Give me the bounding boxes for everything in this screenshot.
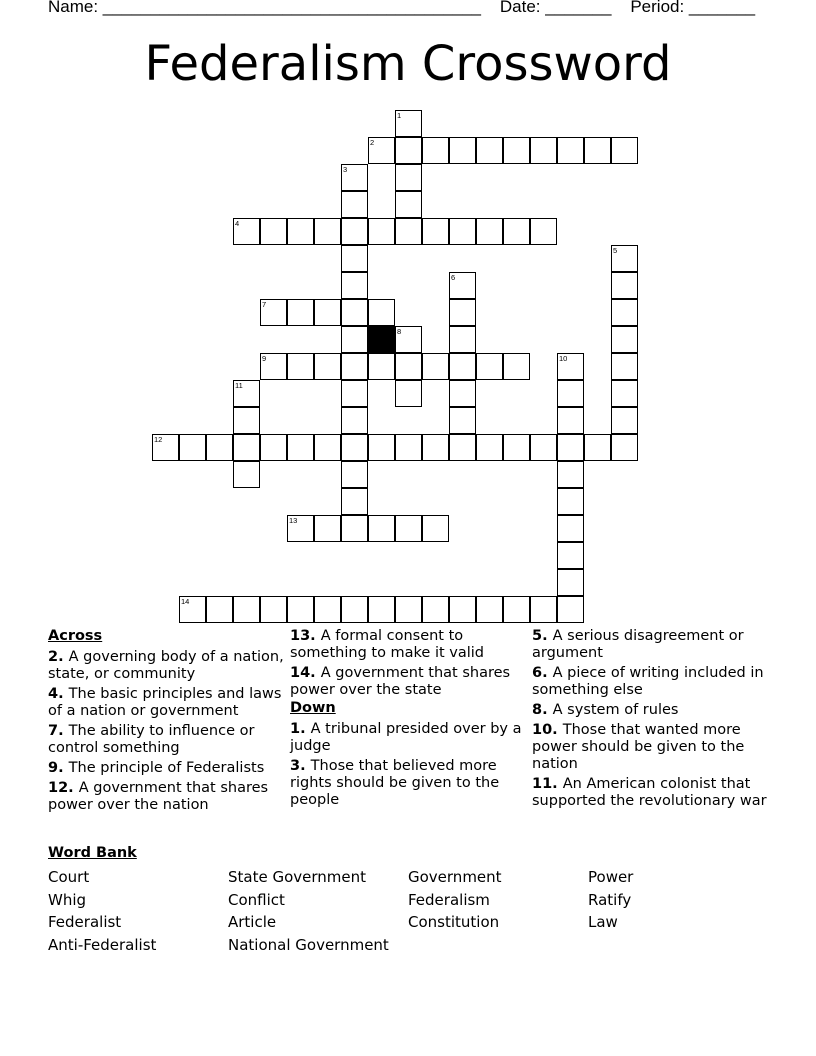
crossword-cell[interactable] [422,596,449,623]
crossword-cell[interactable] [557,461,584,488]
crossword-cell[interactable] [314,299,341,326]
crossword-cell[interactable] [260,596,287,623]
clue-text: A serious disagreement or argument [532,628,744,661]
crossword-cell[interactable] [233,596,260,623]
crossword-cell[interactable] [557,569,584,596]
clue-number-label: 11. [532,776,563,792]
clue-text: The ability to influence or control something [48,723,255,756]
date-field-label: Date: _______ [499,0,612,16]
crossword-cell[interactable] [557,407,584,434]
crossword-cell[interactable] [557,434,584,461]
clue-text: A formal consent to something to make it valid [290,628,485,661]
clue-number-label: 10. [532,722,563,738]
crossword-cell[interactable] [206,434,233,461]
crossword-cell[interactable] [449,353,476,380]
crossword-cell[interactable] [314,515,341,542]
crossword-cell[interactable] [395,137,422,164]
crossword-cell[interactable] [395,434,422,461]
clue-number-label: 14. [290,665,321,681]
crossword-cell[interactable] [341,461,368,488]
clue-text: A piece of writing included in something else [532,665,764,698]
clue-number-label: 12. [48,780,79,796]
clue-text: A system of rules [552,702,679,718]
down-clue [532,628,770,662]
crossword-cell[interactable] [611,137,638,164]
crossword-cell[interactable] [314,218,341,245]
crossword-cell[interactable] [611,380,638,407]
crossword-cell[interactable] [287,596,314,623]
down-clue [532,702,770,719]
crossword-cell[interactable] [476,218,503,245]
clue-number: 12 [154,435,163,444]
across-heading: Across [48,628,103,644]
crossword-cell[interactable] [260,299,287,326]
across-clue [48,649,286,683]
crossword-cell[interactable] [341,434,368,461]
crossword-cell[interactable] [557,380,584,407]
crossword-cell[interactable] [557,596,584,623]
crossword-cell[interactable] [314,596,341,623]
word-bank-item: Power [588,868,634,886]
crossword-cell[interactable] [530,218,557,245]
clue-text: The principle of Federalists [68,760,265,776]
crossword-cell[interactable] [530,434,557,461]
crossword-cell[interactable] [584,434,611,461]
crossword-cell[interactable] [530,596,557,623]
clue-number: 5 [613,246,618,255]
crossword-cell[interactable] [233,380,260,407]
across-clue [48,760,286,777]
crossword-cell[interactable] [341,596,368,623]
crossword-cell[interactable] [395,515,422,542]
clue-text: An American colonist that supported the revolutionary war [532,776,767,809]
clue-number-label: 3. [290,758,311,774]
down-clue [532,776,770,810]
crossword-cell[interactable] [368,596,395,623]
crossword-cell[interactable] [449,218,476,245]
word-bank-item: State Government [228,868,367,886]
crossword-cell[interactable] [341,245,368,272]
clue-number-label: 6. [532,665,553,681]
clue-number: 14 [181,597,190,606]
clue-text: Those that wanted more power should be given to the nation [532,722,745,772]
crossword-cell[interactable] [503,434,530,461]
word-bank-item: National Government [228,935,389,954]
crossword-cell[interactable] [314,353,341,380]
across-clue [290,665,528,699]
crossword-cell[interactable] [341,299,368,326]
clue-number: 7 [262,300,267,309]
crossword-cell[interactable] [503,137,530,164]
crossword-cell[interactable] [557,542,584,569]
clue-column-2 [290,628,528,812]
clue-number-label: 9. [48,760,69,776]
crossword-cell[interactable] [233,434,260,461]
crossword-cell[interactable] [179,434,206,461]
crossword-cell[interactable] [449,299,476,326]
crossword-cell[interactable] [341,515,368,542]
name-field-label: Name: ________________________________________ [48,0,481,16]
crossword-cell[interactable] [476,596,503,623]
crossword-cell[interactable] [611,407,638,434]
clue-text: A government that shares power over the state [290,665,511,698]
crossword-cell[interactable] [395,191,422,218]
crossword-cell[interactable] [341,353,368,380]
word-bank-item: Law [588,913,618,931]
word-bank-item: Anti-Federalist [48,935,157,954]
crossword-cell[interactable] [449,272,476,299]
word-bank-title: Word Bank [48,845,137,861]
crossword-cell[interactable] [206,596,233,623]
clue-number-label: 13. [290,628,321,644]
down-clue [290,758,528,809]
crossword-cell[interactable] [341,380,368,407]
across-clue [48,686,286,720]
clue-column-3 [532,628,770,813]
crossword-cell[interactable] [476,434,503,461]
clue-number: 1 [397,111,402,120]
clue-text: Those that believed more rights should be given to the people [290,758,500,808]
crossword-cell[interactable] [503,596,530,623]
crossword-blocked-cell [368,326,395,353]
down-clue [532,665,770,699]
crossword-cell[interactable] [530,137,557,164]
clue-text: A government that shares power over the nation [48,780,269,813]
crossword-cell[interactable] [368,299,395,326]
crossword-cell[interactable] [152,434,179,461]
word-bank-item: Article [228,913,277,931]
clue-number-label: 1. [290,721,311,737]
down-heading: Down [290,700,336,716]
period-field-label: Period: _______ [630,0,756,16]
word-bank-item: Federalist [48,913,122,931]
crossword-cell[interactable] [260,218,287,245]
word-bank-item: Constitution [408,913,500,931]
clue-text: A governing body of a nation, state, or community [48,649,284,682]
crossword-cell[interactable] [341,326,368,353]
clue-number-label: 4. [48,686,69,702]
crossword-cell[interactable] [368,515,395,542]
down-clue [532,722,770,773]
crossword-cell[interactable] [557,488,584,515]
word-bank-item: Whig [48,890,87,909]
crossword-cell[interactable] [503,218,530,245]
crossword-cell[interactable] [422,218,449,245]
crossword-cell[interactable] [368,434,395,461]
clue-number-label: 2. [48,649,69,665]
word-bank-item: Conflict [228,890,285,909]
crossword-cell[interactable] [557,353,584,380]
crossword-cell[interactable] [422,137,449,164]
crossword-cell[interactable] [395,596,422,623]
across-clue [48,723,286,757]
crossword-cell[interactable] [449,380,476,407]
crossword-cell[interactable] [449,407,476,434]
crossword-cell[interactable] [611,353,638,380]
crossword-cell[interactable] [611,434,638,461]
crossword-cell[interactable] [611,245,638,272]
crossword-cell[interactable] [341,218,368,245]
crossword-cell[interactable] [179,596,206,623]
clue-number: 11 [235,381,243,390]
down-clue [290,721,528,755]
crossword-cell[interactable] [233,407,260,434]
page-title: Federalism Crossword [144,36,672,92]
crossword-cell[interactable] [422,434,449,461]
crossword-cell[interactable] [260,434,287,461]
crossword-cell[interactable] [476,353,503,380]
clue-column-1 [48,628,286,817]
crossword-cell[interactable] [584,137,611,164]
word-bank-item: Ratify [588,890,632,909]
crossword-cell[interactable] [287,299,314,326]
crossword-cell[interactable] [422,353,449,380]
crossword-cell[interactable] [395,353,422,380]
crossword-cell[interactable] [557,137,584,164]
crossword-cell[interactable] [395,380,422,407]
crossword-cell[interactable] [395,326,422,353]
crossword-cell[interactable] [341,164,368,191]
clue-number-label: 7. [48,723,69,739]
clue-number: 2 [370,138,375,147]
crossword-cell[interactable] [368,353,395,380]
word-bank-item: Federalism [408,890,490,909]
crossword-cell[interactable] [449,137,476,164]
crossword-cell[interactable] [260,353,287,380]
crossword-cell[interactable] [449,434,476,461]
crossword-cell[interactable] [611,326,638,353]
clue-text: The basic principles and laws of a nation or government [48,686,282,719]
crossword-cell[interactable] [449,326,476,353]
crossword-cell[interactable] [341,191,368,218]
clue-number: 13 [289,516,298,525]
clue-number: 10 [559,354,568,363]
word-bank-item: Government [408,868,502,886]
crossword-cell[interactable] [341,488,368,515]
across-clue [290,628,528,662]
crossword-cell[interactable] [233,218,260,245]
crossword-cell[interactable] [287,218,314,245]
crossword-cell[interactable] [557,515,584,542]
crossword-cell[interactable] [233,461,260,488]
clue-number: 8 [397,327,402,336]
clue-number-label: 8. [532,702,553,718]
clue-text: A tribunal presided over by a judge [290,721,522,754]
crossword-cell[interactable] [287,434,314,461]
crossword-cell[interactable] [314,434,341,461]
across-clue [48,780,286,814]
crossword-cell[interactable] [287,515,314,542]
crossword-cell[interactable] [449,596,476,623]
crossword-cell[interactable] [422,515,449,542]
crossword-cell[interactable] [341,407,368,434]
crossword-cell[interactable] [368,137,395,164]
clue-number: 4 [235,219,240,228]
clue-number: 9 [262,354,267,363]
crossword-cell[interactable] [476,137,503,164]
clue-number-label: 5. [532,628,553,644]
crossword-cell[interactable] [503,353,530,380]
crossword-cell[interactable] [368,218,395,245]
clue-number: 6 [451,273,456,282]
crossword-cell[interactable] [611,299,638,326]
crossword-cell[interactable] [395,218,422,245]
word-bank-item: Court [48,868,90,886]
clue-number: 3 [343,165,348,174]
crossword-cell[interactable] [287,353,314,380]
crossword-cell[interactable] [395,164,422,191]
crossword-cell[interactable] [341,272,368,299]
crossword-cell[interactable] [611,272,638,299]
crossword-cell[interactable] [395,110,422,137]
